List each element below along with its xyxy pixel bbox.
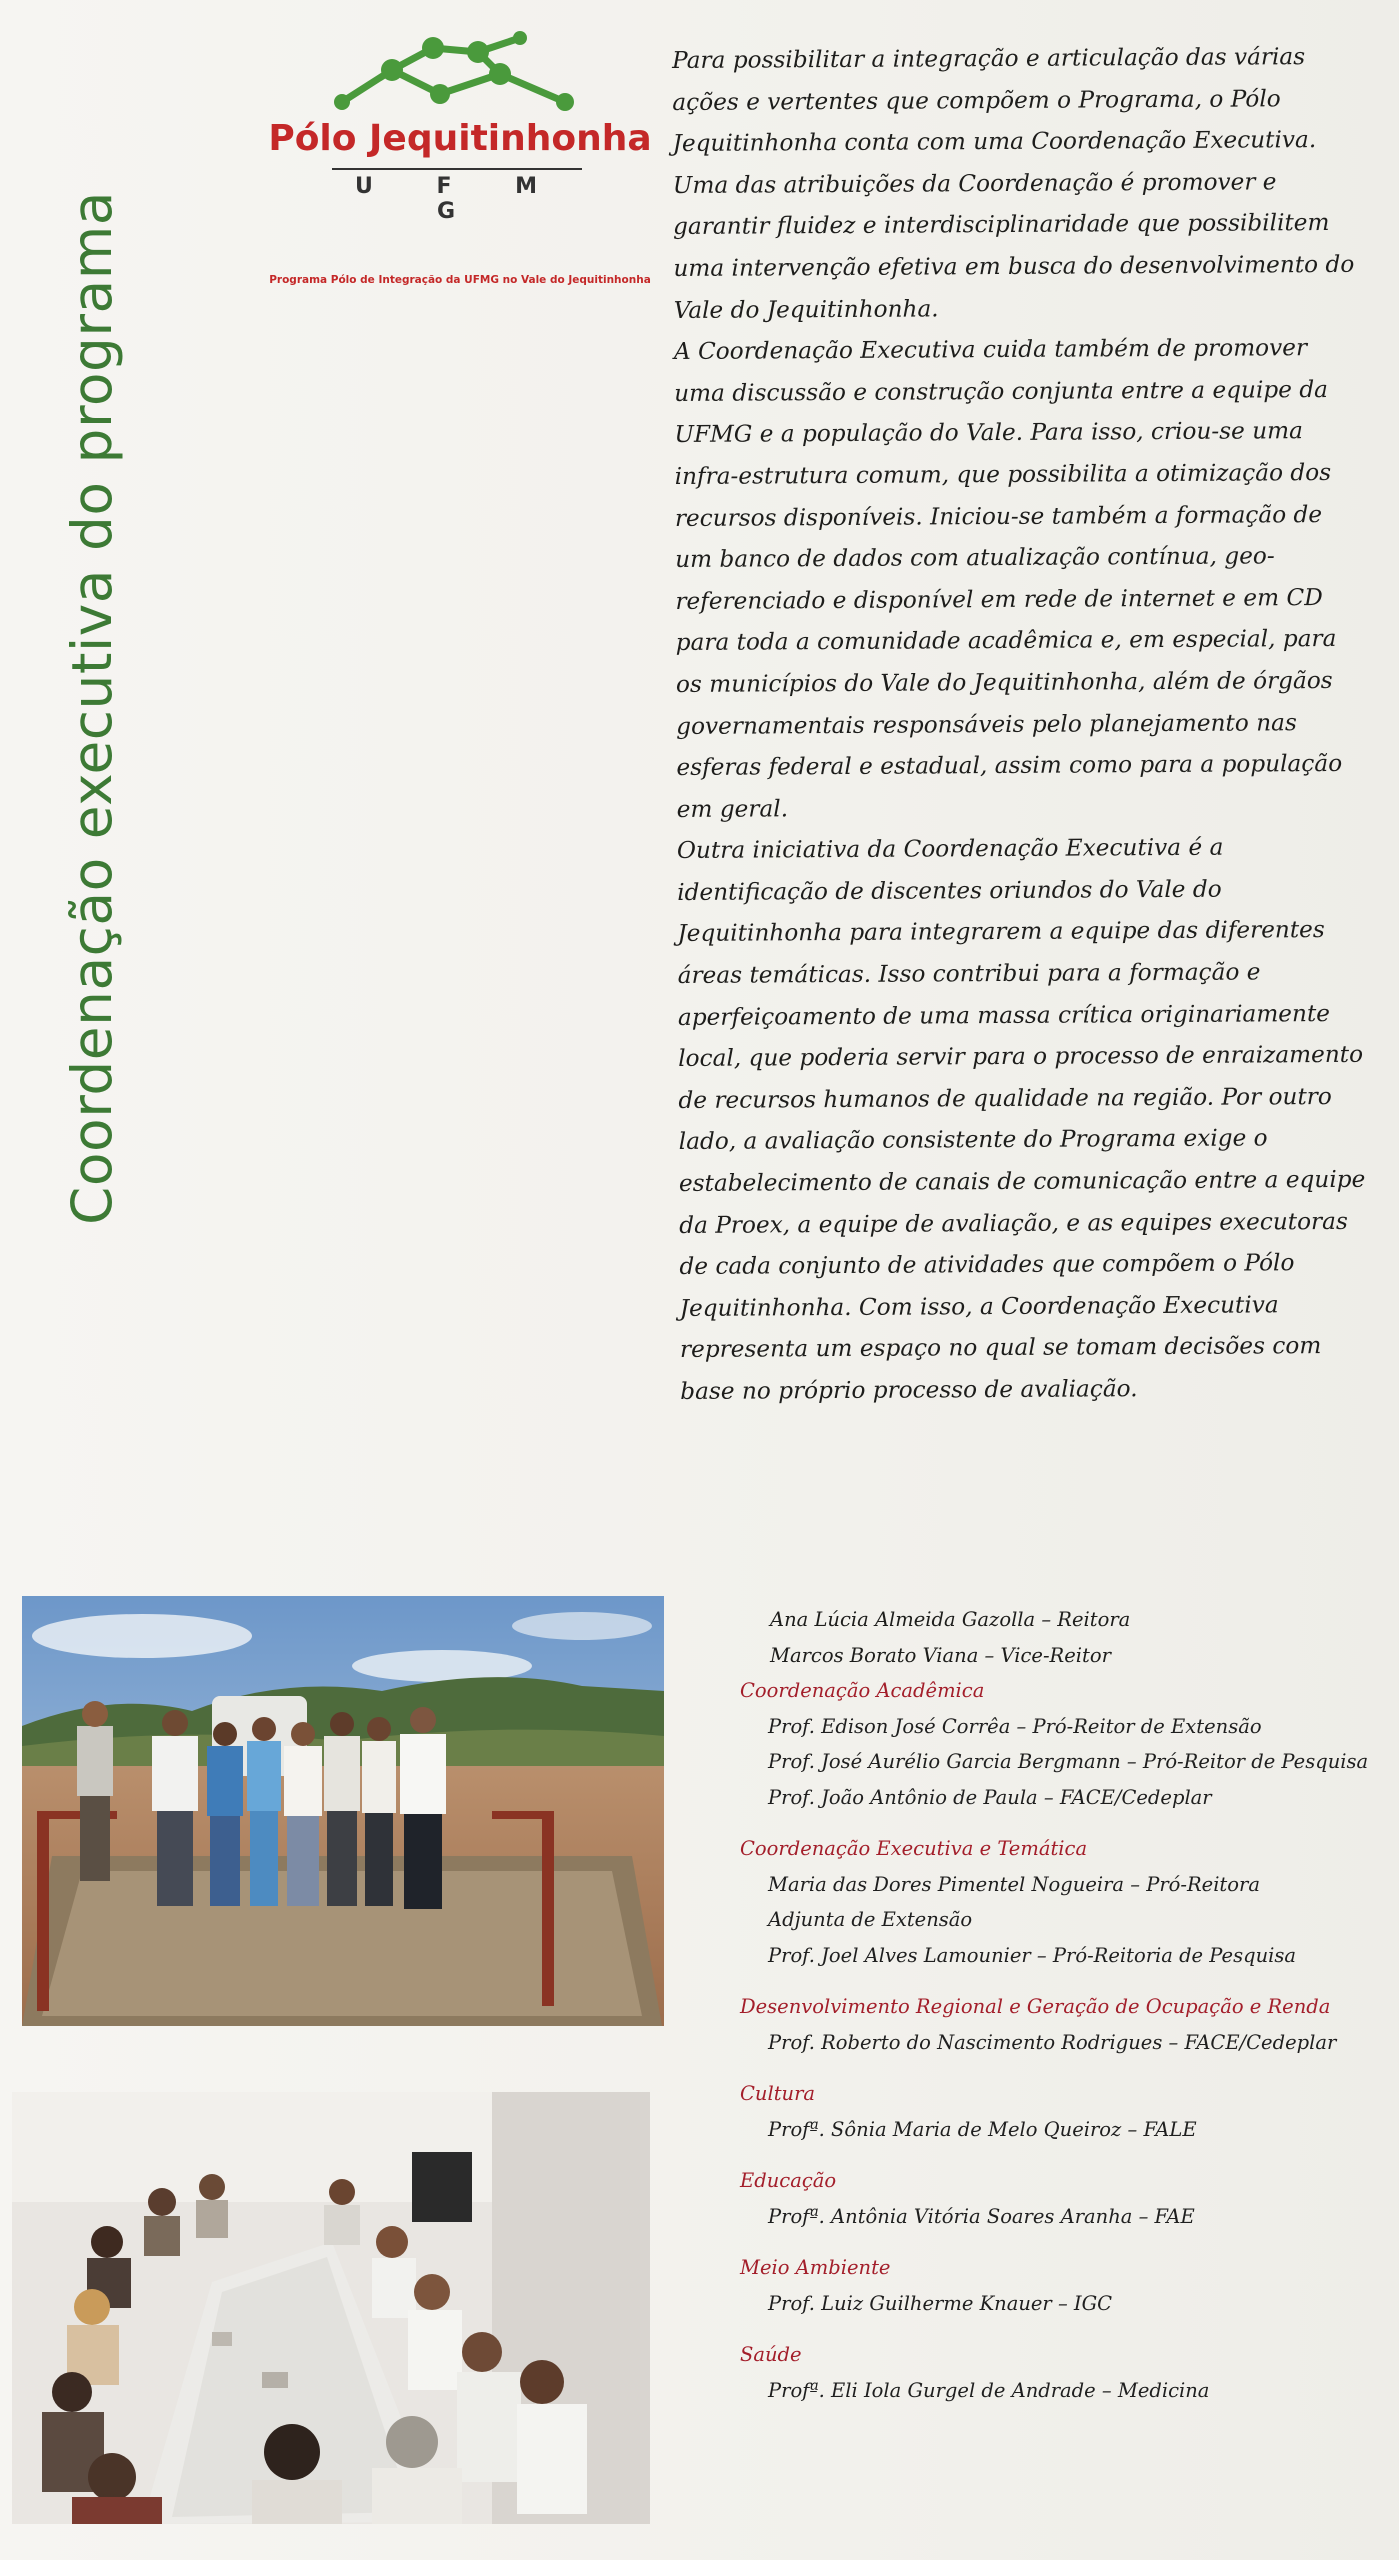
section-heading: Educação: [740, 2169, 837, 2192]
credit-line: Prof. Edison José Corrêa – Pró-Reitor de Extensão: [768, 1714, 1262, 1738]
credits-list: [730, 1602, 1390, 2408]
photo-ferry-group: [22, 1596, 664, 2026]
credit-line: Prof. João Antônio de Paula – FACE/Cedeplar: [768, 1785, 1212, 1809]
section-heading: Coordenação Executiva e Temática: [740, 1837, 1088, 1860]
credit-line: Profª. Sônia Maria de Melo Queiroz – FALE: [768, 2117, 1197, 2141]
credit-line: Profª. Eli Iola Gurgel de Andrade – Medicina: [768, 2378, 1210, 2402]
section-heading: Cultura: [740, 2082, 816, 2105]
paragraph: A Coordenação Executiva cuida também de promover uma discussão e construção conjunta entre a equipe da UFMG e a população do Vale. Para isso, criou-se uma infra-estrutura comum, que possibilita a otimização dos recursos disponíveis. Iniciou-se também a formação de um banco de dados com atualização contínua, geo-referenciado e disponível em rede de internet e em CD para toda a comunidade acadêmica e, em especial, para os municípios do Vale do Jequitinhonha, além de órgãos governamentais responsáveis pelo planejamento nas esferas federal e estadual, assim como para a população em geral.: [673, 334, 1343, 823]
credit-line: Prof. José Aurélio Garcia Bergmann – Pró-Reitor de Pesquisa: [768, 1750, 1369, 1773]
photo-meeting: [12, 2092, 650, 2524]
credit-line: Ana Lúcia Almeida Gazolla – Reitora: [770, 1608, 1131, 1631]
paragraph: Outra iniciativa da Coordenação Executiva é a identificação de discentes oriundos do Vale do Jequitinhonha para integrarem a equipe das diferentes áreas temáticas. Isso contribui para a formação e aperfeiçoamento de uma massa crítica originariamente local, que poderia servir para o processo de enraizamento de recursos humanos de qualidade na região. Por outro lado, a avaliação consistente do Programa exige o estabelecimento de canais de comunicação entre a equipe da Proex, a equipe de avaliação, e as equipes executoras de cada conjunto de atividades que compõem o Pólo Jequitinhonha. Com isso, a Coordenação Executiva representa um espaço no qual se tomam decisões com base no próprio processo de avaliação.: [676, 833, 1366, 1405]
paragraph: Para possibilitar a integração e articulação das várias ações e vertentes que compõem o Programa, o Pólo Jequitinhonha conta com uma Coordenação Executiva. Uma das atribuições da Coordenação é promover e garantir fluidez e interdisciplinaridade que possibilitem uma intervenção efetiva em busca do desenvolvimento do Vale do Jequitinhonha.: [672, 43, 1355, 324]
molecule-logo-icon: [330, 30, 580, 115]
body-text: [672, 36, 1370, 1413]
section-heading: Desenvolvimento Regional e Geração de Ocupação e Renda: [740, 1995, 1331, 2018]
vertical-title: [52, 55, 132, 1225]
credit-line: Profª. Antônia Vitória Soares Aranha – FAE: [768, 2204, 1195, 2228]
polo-logo: [240, 30, 670, 286]
credit-line: Prof. Luiz Guilherme Knauer – IGC: [768, 2291, 1113, 2315]
credit-line: Prof. Joel Alves Lamounier – Pró-Reitoria de Pesquisa: [768, 1943, 1296, 1967]
logo-subtitle: U F M G: [354, 174, 566, 224]
credit-line: Prof. Roberto do Nascimento Rodrigues – FACE/Cedeplar: [768, 2030, 1337, 2054]
section-heading: Coordenação Acadêmica: [740, 1679, 985, 1702]
credit-line: Maria das Dores Pimentel Nogueira – Pró-Reitora: [768, 1872, 1260, 1896]
logo-caption: Programa Pólo de Integração da UFMG no Vale do Jequitinhonha: [269, 274, 651, 286]
logo-name: Pólo Jequitinhonha: [268, 118, 652, 159]
page-title: Coordenação executiva do programa: [60, 191, 124, 1225]
credit-line: Adjunta de Extensão: [768, 1908, 973, 1931]
logo-divider: [332, 168, 582, 170]
section-heading: Meio Ambiente: [740, 2256, 891, 2279]
section-heading: Saúde: [740, 2343, 802, 2366]
credit-line: Marcos Borato Viana – Vice-Reitor: [770, 1643, 1111, 1667]
